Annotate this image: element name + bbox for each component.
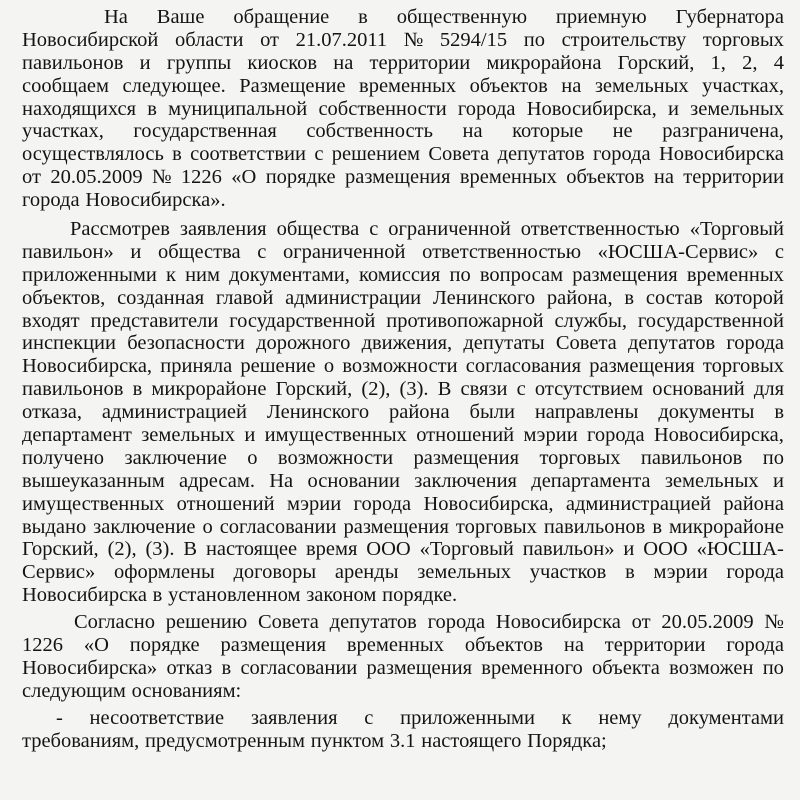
text-line: требованиям, предусмотренным пунктом 3.1 настоящего Порядка; bbox=[22, 729, 607, 752]
text-line: Новосибирской области от 21.07.2011 № 5294/15 по строительству торговых bbox=[22, 28, 784, 51]
text-line: приложенными к ним документами, комиссия по вопросам размещения временных bbox=[22, 263, 784, 286]
text-line: павильон» и общества с ограниченной ответственностью «ЮСША-Сервис» с bbox=[22, 240, 784, 263]
paragraph bbox=[22, 218, 784, 607]
paragraph bbox=[22, 611, 784, 703]
text-line: павильонов и группы киосков на территории микрорайона Горский, 1, 2, 4 bbox=[22, 51, 784, 74]
text-line: Рассмотрев заявления общества с ограниченной ответственностью «Торговый bbox=[70, 218, 784, 241]
text-line: Согласно решению Совета депутатов города Новосибирска от 20.05.2009 № bbox=[74, 611, 784, 634]
text-line: 1226 «О порядке размещения временных объектов на территории города bbox=[22, 634, 784, 657]
text-line: Новосибирска, приняла решение о возможности согласования размещения торговых bbox=[22, 355, 784, 378]
text-line: следующим основаниям: bbox=[22, 679, 242, 702]
text-line: города Новосибирска». bbox=[22, 189, 226, 212]
text-line: павильонов в микрорайоне Горский, (2), (3). В связи с отсутствием оснований для bbox=[22, 378, 784, 401]
text-line: Новосибирска в установленном законом порядке. bbox=[22, 584, 458, 607]
text-line: сообщаем следующее. Размещение временных объектов на земельных участках, bbox=[22, 74, 784, 97]
text-line: осуществлялось в соответствии с решением Совета депутатов города Новосибирска bbox=[22, 143, 784, 166]
text-line: отказа, администрацией Ленинского района были направлены документы в bbox=[22, 401, 784, 424]
text-line: Горский, (2), (3). В настоящее время ООО «Торговый павильон» и ООО «ЮСША- bbox=[22, 538, 784, 561]
text-line: Новосибирска» отказ в согласовании размещения временного объекта возможен по bbox=[22, 656, 784, 679]
text-line: участках, государственная собственность на которые не разграничена, bbox=[22, 120, 784, 143]
text-line: находящихся в муниципальной собственности города Новосибирска, и земельных bbox=[22, 97, 784, 120]
text-line: Сервис» оформлены договоры аренды земельных участков в мэрии города bbox=[22, 561, 784, 584]
text-line: вышеуказанным адресам. На основании заключения департамента земельных и bbox=[22, 469, 784, 492]
text-line: - несоответствие заявления с приложенными к нему документами bbox=[56, 706, 784, 729]
paragraph bbox=[22, 707, 784, 753]
text-line: инспекции безопасности дорожного движения, депутаты Совета депутатов города bbox=[22, 332, 784, 355]
text-line: департамент земельных и имущественных отношений мэрии города Новосибирска, bbox=[22, 424, 784, 447]
text-line: объектов, созданная главой администрации Ленинского района, в состав которой bbox=[22, 286, 784, 309]
text-line: получено заключение о возможности размещения торговых павильонов по bbox=[22, 446, 784, 469]
text-line: выдано заключение о согласовании размещения торговых павильонов в микрорайоне bbox=[22, 515, 784, 538]
paragraph bbox=[22, 6, 784, 212]
text-line: имущественных отношений мэрии города Новосибирска, администрацией района bbox=[22, 492, 784, 515]
text-line: от 20.05.2009 № 1226 «О порядке размещения временных объектов на территории bbox=[22, 166, 784, 189]
text-line: входят представители государственной противопожарной службы, государственной bbox=[22, 309, 784, 332]
text-line: На Ваше обращение в общественную приемную Губернатора bbox=[104, 6, 784, 28]
document-body bbox=[22, 6, 784, 753]
